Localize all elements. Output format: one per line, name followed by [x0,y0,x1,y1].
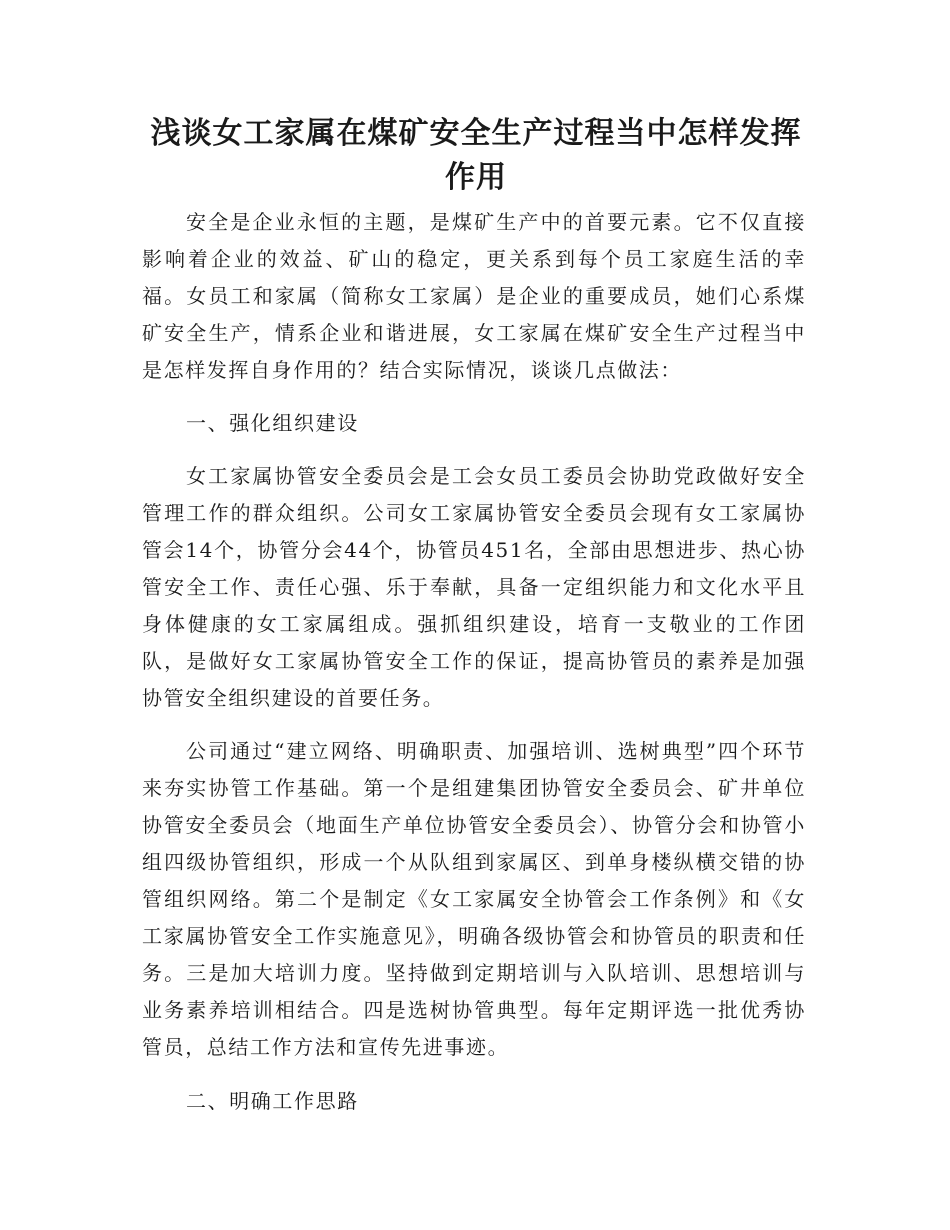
section-heading-2: 二、明确工作思路 [186,1089,359,1113]
document-title: 浅谈女工家属在煤矿安全生产过程当中怎样发挥作用 [150,116,802,195]
paragraph-intro: 安全是企业永恒的主题，是煤矿生产中的首要元素。它不仅直接影响着企业的效益、矿山的稳定，更关系到每个员工家庭生活的幸福。女员工和家属（简称女工家属）是企业的重要成员，她们心系煤矿安全生产，情系企业和谐进展，女工家属在煤矿安全生产过程当中是怎样发挥自身作用的？结合实际情况，谈谈几点做法： [142,210,806,382]
paragraph-network: 公司通过“建立网络、明确职责、加强培训、选树典型”四个环节来夯实协管工作基础。第一个是组建集团协管安全委员会、矿井单位协管安全委员会（地面生产单位协管安全委员会）、协管分会和协管小组四级协管组织，形成一个从队组到家属区、到单身楼纵横交错的协管组织网络。第二个是制定《女工家属安全协管会工作条例》和《女工家属协管安全工作实施意见》，明确各级协管会和协管员的职责和任务。三是加大培训力度。坚持做到定期培训与入队培训、思想培训与业务素养培训相结合。四是选树协管典型。每年定期评选一批优秀协管员，总结工作方法和宣传先进事迹。 [142,739,806,1059]
section-heading-1: 一、强化组织建设 [186,411,359,435]
paragraph-organization: 女工家属协管安全委员会是工会女员工委员会协助党政做好安全管理工作的群众组织。公司女工家属协管安全委员会现有女工家属协管会14个，协管分会44个，协管员451名，全部由思想进步、热心协管安全工作、责任心强、乐于奉献，具备一定组织能力和文化水平且身体健康的女工家属组成。强抓组织建设，培育一支敬业的工作团队，是做好女工家属协管安全工作的保证，提高协管员的素养是加强协管安全组织建设的首要任务。 [142,464,806,710]
